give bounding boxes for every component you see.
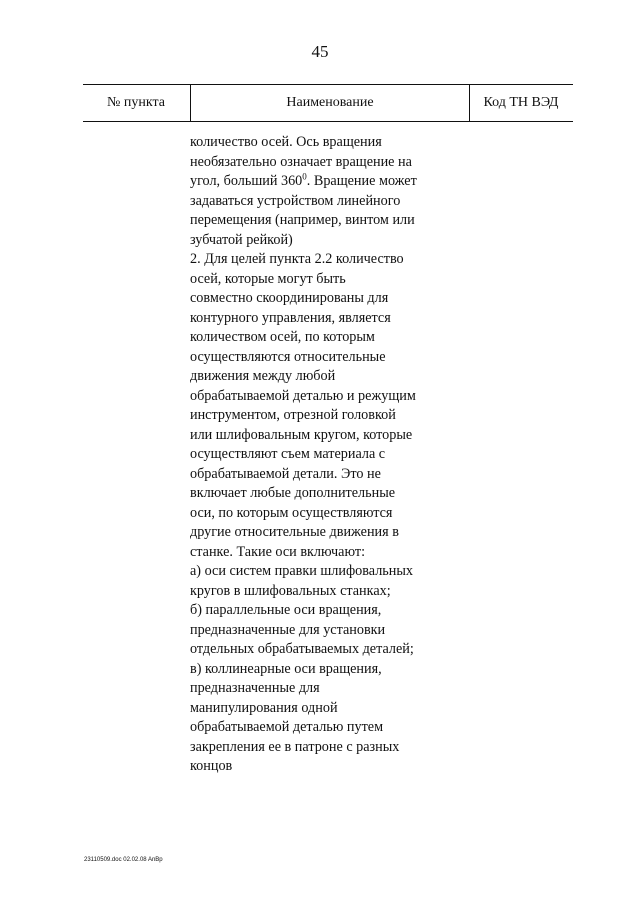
text-line: предназначенные для [190,680,320,696]
text-fragment: . Вращение может [306,173,417,189]
text-line: зубчатой рейкой) [190,231,293,248]
text-line: в) коллинеарные оси вращения, [190,660,382,677]
text-lines-rest [190,192,480,777]
text-line: обрабатываемой деталью путем [190,719,384,735]
text-line [190,172,480,192]
text-line: оси, по которым осуществляются [190,504,393,521]
text-line: осуществляют съем материала с [190,446,386,462]
text-line: включает любые дополнительные [190,485,396,501]
text-line: предназначенные для установки [190,621,386,638]
text-line: а) оси систем правки шлифовальных [190,563,413,579]
column-header-item-number: № пункта [107,95,165,110]
page-number: 45 [311,42,329,61]
text-line: 2. Для целей пункта 2.2 количество [190,251,404,267]
text-line: другие относительные движения в [190,524,399,540]
text-line: количество осей. Ось вращения [190,134,382,150]
text-fragment: угол, больший 360 [190,173,303,189]
item-description [190,133,480,777]
text-line: отдельных обрабатываемых деталей; [190,641,414,657]
text-line: задаваться устройством линейного [190,192,401,209]
text-line: осуществляются относительные [190,348,386,365]
text-line: перемещения (например, винтом или [190,212,415,228]
text-line: кругов в шлифовальных станках; [190,582,391,599]
text-line: концов [190,758,233,774]
column-header-name: Наименование [190,85,470,121]
text-line: инструментом, отрезной головкой [190,407,396,423]
document-reference: 23110509.doc 02.02.08 AnBp [84,857,163,863]
text-line: манипулирования одной [190,699,338,716]
text-line: контурного управления, является [190,309,391,326]
text-line: станке. Такие оси включают: [190,543,366,560]
text-line: обрабатываемой детали. Это не [190,465,381,482]
text-line: движения между любой [190,368,336,384]
text-line: осей, которые могут быть [190,270,346,287]
text-line: б) параллельные оси вращения, [190,602,382,618]
text-line: или шлифовальным кругом, которые [190,426,413,443]
column-header-tnved-code: Код ТН ВЭД [483,95,559,110]
text-line: обрабатываемой деталью и режущим [190,387,416,404]
degree-superscript: 0 [302,171,307,182]
text-line: необязательно означает вращение на [190,153,412,170]
table-header [83,84,573,122]
text-line: совместно скоординированы для [190,290,389,306]
text-line: количеством осей, по которым [190,329,375,345]
text-line: закрепления ее в патроне с разных [190,738,400,755]
